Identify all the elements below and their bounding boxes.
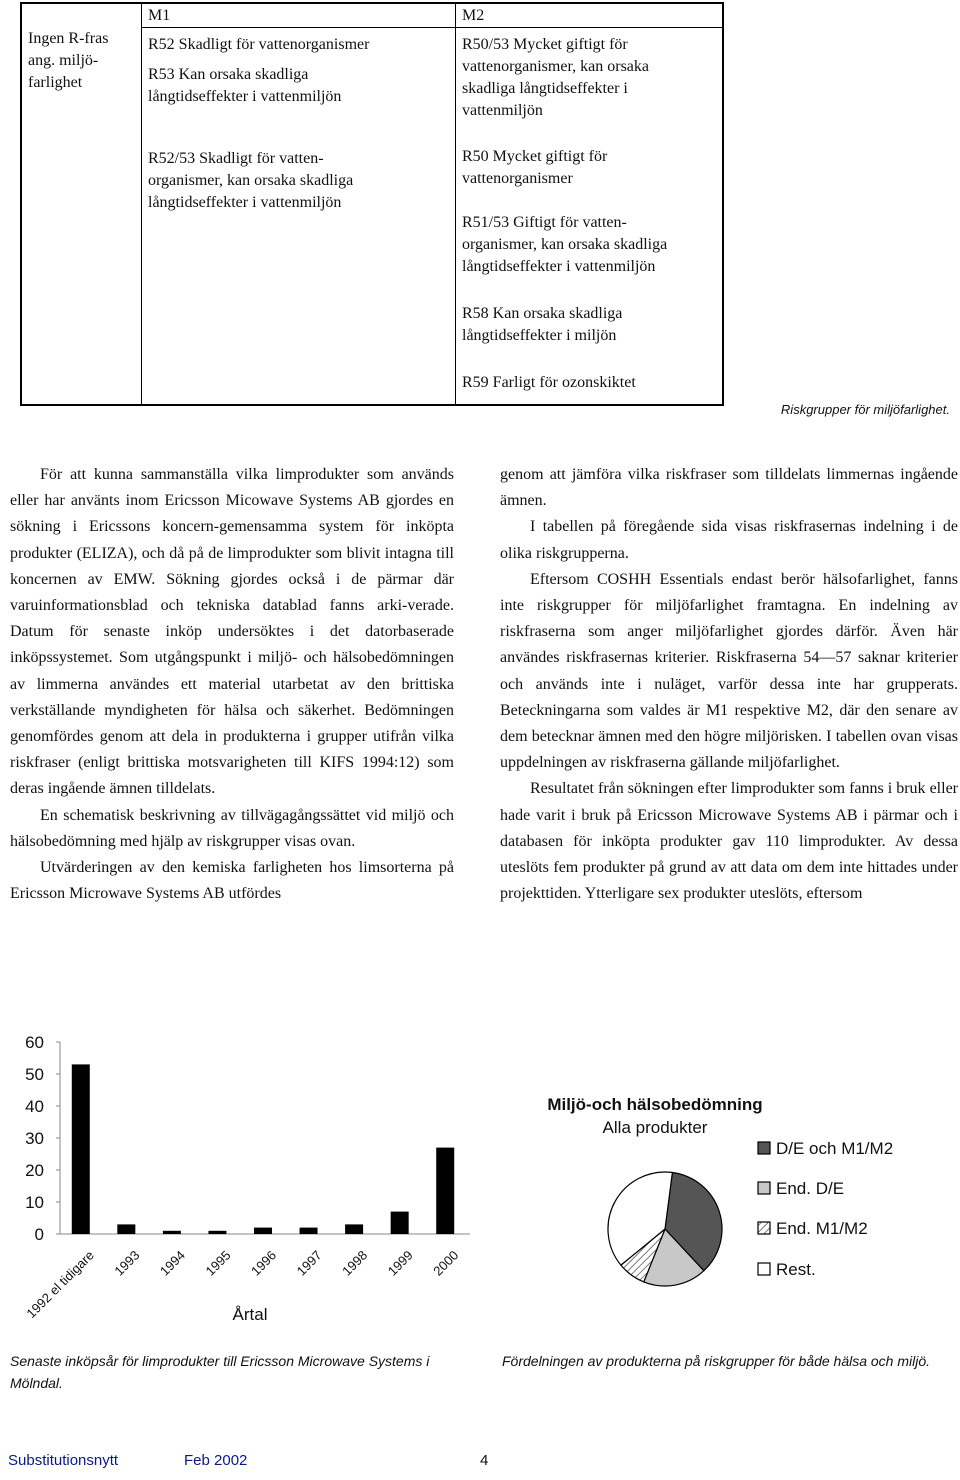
bar bbox=[391, 1212, 409, 1234]
y-tick-label: 10 bbox=[25, 1193, 44, 1212]
m2-entry: R50/53 Mycket giftigt för vattenorganismer, kan orsaka skadliga långtidseffekter i vattenmiljön bbox=[462, 36, 649, 119]
x-tick-label: 1992 el tidigare bbox=[23, 1247, 97, 1321]
body-paragraph: En schematisk beskrivning av tillvägagångssättet vid miljö och hälsobedömning med hjälp av riskgrupper visas ovan. bbox=[10, 806, 454, 850]
legend-label: Rest. bbox=[776, 1260, 816, 1279]
legend-label: D/E och M1/M2 bbox=[776, 1139, 894, 1158]
column-header-m1: M1 bbox=[142, 4, 455, 28]
legend-swatch bbox=[758, 1182, 770, 1194]
pie-title: Miljö-och hälsobedömning bbox=[547, 1095, 763, 1114]
body-paragraph: Utvärderingen av den kemiska farligheten hos limsorterna på Ericsson Microwave Systems AB utfördes bbox=[10, 859, 454, 903]
y-tick-label: 60 bbox=[25, 1033, 44, 1052]
x-tick-label: 1998 bbox=[339, 1247, 371, 1279]
m2-entry: R58 Kan orsaka skadliga långtidseffekter i miljön bbox=[462, 305, 623, 344]
m2-entry: R51/53 Giftigt för vatten- organismer, kan orsaka skadliga långtidseffekter i vattenmiljön bbox=[462, 214, 668, 275]
m1-entry: R52 Skadligt för vattenorganismer bbox=[148, 36, 370, 53]
column-no-r-phrase bbox=[22, 4, 142, 404]
pie-subtitle: Alla produkter bbox=[602, 1118, 708, 1137]
bar bbox=[300, 1228, 318, 1234]
body-column-left bbox=[10, 462, 454, 907]
pie-chart-caption: Fördelningen av produkterna på riskgrupper för både hälsa och miljö. bbox=[502, 1353, 931, 1369]
bar bbox=[163, 1231, 181, 1234]
body-paragraph: I tabellen på föregående sida visas riskfrasernas indelning i de olika riskgrupperna. bbox=[500, 518, 958, 562]
publication-date: Feb 2002 bbox=[184, 1452, 248, 1469]
purchase-year-bar-chart bbox=[0, 1020, 480, 1340]
y-tick-label: 40 bbox=[25, 1097, 44, 1116]
x-tick-label: 1997 bbox=[293, 1247, 325, 1279]
y-tick-label: 0 bbox=[34, 1225, 44, 1244]
publication-name: Substitutionsnytt bbox=[8, 1452, 119, 1469]
legend-swatch bbox=[758, 1222, 770, 1234]
page-number: 4 bbox=[480, 1452, 489, 1469]
x-tick-label: 1999 bbox=[384, 1247, 416, 1279]
legend-swatch bbox=[758, 1142, 770, 1154]
body-paragraph: Resultatet från sökningen efter limprodukter som fanns i bruk eller hade varit i bruk på Ericsson Microwave Systems AB i pärmar och i databasen för inköpta produkter gav 110 limprodukter. Av dessa uteslöts fem produkter på grund av att data om dem inte hittades under projekttiden. Ytterligare sex produkter uteslöts, eftersom bbox=[500, 780, 958, 903]
y-tick-label: 20 bbox=[25, 1161, 44, 1180]
bar bbox=[254, 1228, 272, 1234]
m2-entry: R50 Mycket giftigt för vattenorganismer bbox=[462, 148, 608, 187]
risk-table bbox=[20, 2, 724, 406]
bar bbox=[117, 1224, 135, 1234]
column-m2 bbox=[456, 4, 724, 404]
x-tick-label: 1995 bbox=[202, 1247, 234, 1279]
column-m1 bbox=[142, 4, 456, 404]
column-header-m2: M2 bbox=[456, 4, 724, 28]
column-header-empty bbox=[22, 4, 141, 28]
bar bbox=[436, 1148, 454, 1234]
bar bbox=[72, 1064, 90, 1234]
x-axis-label: Årtal bbox=[232, 1305, 268, 1324]
table-caption: Riskgrupper för miljöfarlighet. bbox=[780, 402, 950, 417]
x-tick-label: 2000 bbox=[430, 1247, 462, 1279]
x-tick-label: 1994 bbox=[156, 1247, 189, 1279]
legend-label: End. M1/M2 bbox=[776, 1219, 868, 1238]
body-paragraph: genom att jämföra vilka riskfraser som tilldelats limmernas ingående ämnen. bbox=[500, 466, 958, 510]
bar-chart-caption: Senaste inköpsår för limprodukter till Ericsson Microwave Systems i Mölndal. bbox=[10, 1353, 430, 1391]
x-tick-label: 1993 bbox=[111, 1247, 143, 1279]
y-tick-label: 30 bbox=[25, 1129, 44, 1148]
m1-entry: R52/53 Skadligt för vatten- organismer, kan orsaka skadliga långtidseffekter i vattenmiljön bbox=[148, 150, 354, 211]
bar bbox=[345, 1224, 363, 1234]
assessment-pie-chart bbox=[500, 1080, 940, 1310]
body-column-right bbox=[500, 462, 958, 907]
page-footer bbox=[8, 1452, 489, 1469]
m1-entry: R53 Kan orsaka skadliga långtidseffekter i vattenmiljön bbox=[148, 66, 342, 105]
legend-label: End. D/E bbox=[776, 1179, 845, 1198]
body-paragraph: Eftersom COSHH Essentials endast berör hälsofarlighet, fanns inte riskgrupper för miljöfarlighet framtagna. En indelning av riskfraserna som anger miljöfarlighet gjordes därför. Även här användes riskfrasernas kriterier. Riskfraserna 54—57 saknar kriterier och används inte i nuläget, varför dessa inte har grupperats. Beteckningarna som valdes är M1 respektive M2, där den senare av dem betecknar ämnen med den högre miljörisken. I tabellen ovan visas uppdelningen av riskfraserna gällande miljöfarlighet. bbox=[500, 570, 958, 772]
x-tick-label: 1996 bbox=[248, 1247, 280, 1279]
m2-entry: R59 Farligt för ozonskiktet bbox=[462, 374, 636, 391]
body-paragraph: För att kunna sammanställa vilka limprodukter som används eller har använts inom Ericsson Micowave Systems AB gjordes en sökning i Ericssons koncern-gemensamma system för inköpta produkter (ELIZA), och då på de limprodukter som blivit intagna till koncernen av EMW. Sökning gjordes också i de pärmar där varuinformationsblad och tekniska datablad fanns arki-verade. Datum för senaste inköp undersöktes i det datorbaserade inköpssystemet. Som utgångspunkt i miljö- och hälsobedömningen av limmerna användes ett material utarbetat av den brittiska verkställande myndigheten för hälsa och säkerhet. Bedömningen genomfördes genom att dela in produkterna i grupper utifrån vilka riskfraser (enligt brittiska motsvarigheten till KIFS 1994:12) som deras ingående ämnen tilldelats. bbox=[10, 466, 454, 798]
no-r-phrase-text: Ingen R-fras ang. miljö- farlighet bbox=[28, 30, 109, 91]
legend-swatch bbox=[758, 1263, 770, 1275]
bar bbox=[208, 1231, 226, 1234]
y-tick-label: 50 bbox=[25, 1065, 44, 1084]
